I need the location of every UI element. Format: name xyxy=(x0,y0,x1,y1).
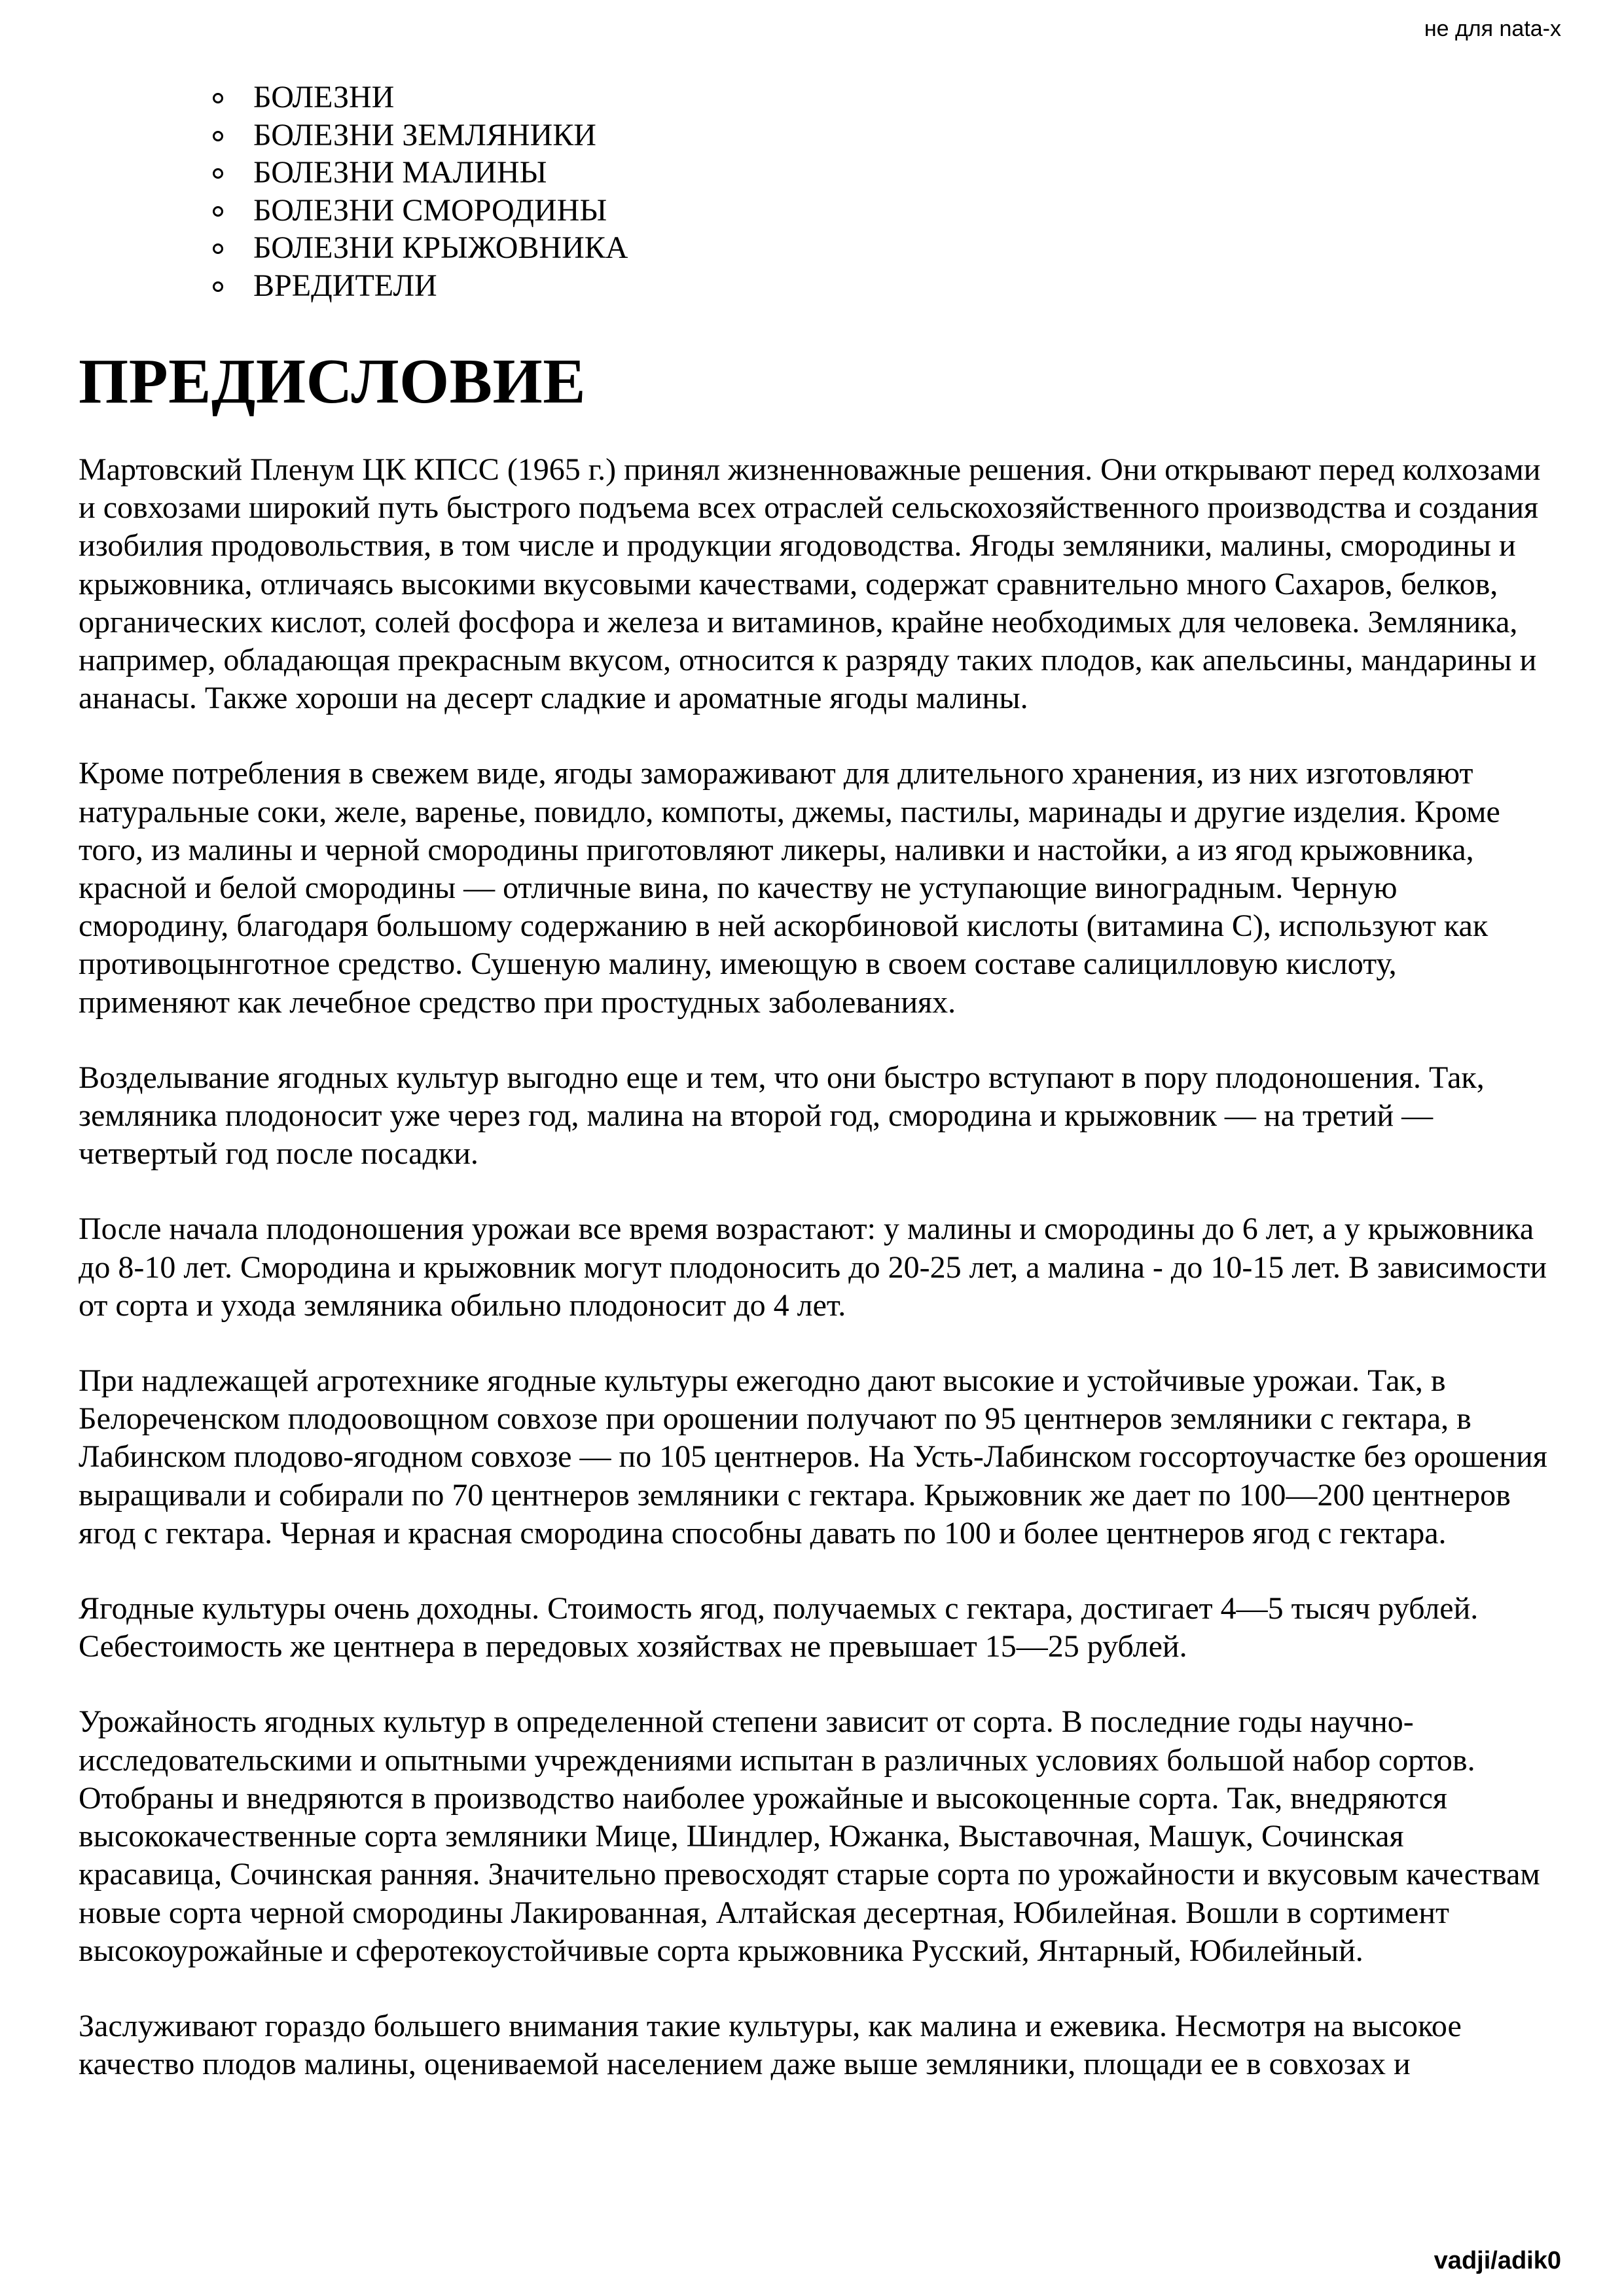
toc-item-diseases[interactable] xyxy=(213,79,1551,117)
page-title: ПРЕДИСЛОВИЕ xyxy=(79,346,586,417)
paragraph: Возделывание ягодных культур выгодно еще и тем, что они быстро вступают в пору плодоношения. Так, земляника плодоносит уже через год, малина на второй год, смородина и крыжовник — на третий — четвертый год после посадки. xyxy=(79,1060,1485,1172)
toc-item-strawberry-diseases[interactable] xyxy=(213,117,1551,154)
circle-bullet-icon xyxy=(213,131,223,141)
toc-item-gooseberry-diseases[interactable] xyxy=(213,229,1551,267)
toc-item-label: ВРЕДИТЕЛИ xyxy=(253,268,437,303)
paragraph: При надлежащей агротехнике ягодные культуры ежегодно дают высокие и устойчивые урожаи. Так, в Белореченском плодоовощном совхозе при орошении получают по 95 центнеров земляники с гектара, в Лабинском плодово-ягодном совхозе — по 105 центнеров. На Усть-Лабинском госсортоучастке без орошения выращивали и собирали по 70 центнеров земляники с гектара. Крыжовник же дает по 100—200 центнеров ягод с гектара. Черная и красная смородина способны давать по 100 и более центнеров ягод с гектара. xyxy=(79,1363,1547,1551)
toc-item-label: БОЛЕЗНИ xyxy=(253,80,395,115)
circle-bullet-icon xyxy=(213,243,223,254)
circle-bullet-icon xyxy=(213,281,223,292)
toc-item-currant-diseases[interactable] xyxy=(213,192,1551,230)
paragraph: После начала плодоношения урожаи все время возрастают: у малины и смородины до 6 лет, а у крыжовника до 8-10 лет. Смородина и крыжовник могут плодоносить до 20-25 лет, а малина - до 10-15 лет. В зависимости от сорта и ухода земляника обильно плодоносит до 4 лет. xyxy=(79,1211,1547,1323)
paragraph: Заслуживают гораздо большего внимания такие культуры, как малина и ежевика. Несмотря на высокое качество плодов малины, оцениваемой населением даже выше земляники, площади ее в совхозах и xyxy=(79,2008,1462,2082)
toc-item-pests[interactable] xyxy=(213,267,1551,305)
paragraph: Кроме потребления в свежем виде, ягоды замораживают для длительного хранения, из них изготовляют натуральные соки, желе, варенье, повидло, компоты, джемы, пастилы, маринады и другие изделия. Кроме того, из малины и черной смородины приготовляют ликеры, наливки и настойки, а из ягод крыжовника, красной и белой смородины — отличные вина, по качеству не уступающие виноградным. Черную смородину, благодаря большому содержанию в ней аскорбиновой кислоты (витамина С), используют как противоцынготное средство. Сушеную малину, имеющую в своем составе салицилловую кислоту, применяют как лечебное средство при простудных заболеваниях. xyxy=(79,756,1500,1020)
header-note: не для nata-x xyxy=(1424,16,1561,41)
toc-item-label: БОЛЕЗНИ ЗЕМЛЯНИКИ xyxy=(253,117,596,152)
toc-item-label: БОЛЕЗНИ КРЫЖОВНИКА xyxy=(253,230,628,265)
toc-item-label: БОЛЕЗНИ МАЛИНЫ xyxy=(253,155,547,190)
toc-item-raspberry-diseases[interactable] xyxy=(213,154,1551,192)
paragraph: Мартовский Пленум ЦК КПСС (1965 г.) принял жизненноважные решения. Они открывают перед колхозами и совхозами широкий путь быстрого подъема всех отраслей сельскохозяйственного производства и создания изобилия продовольствия, в том числе и продукции ягодоводства. Ягоды земляники, малины, смородины и крыжовника, отличаясь высокими вкусовыми качествами, содержат сравнительно много Сахаров, белков, органических кислот, солей фосфора и железа и витаминов, крайне необходимых для человека. Земляника, например, обладающая прекрасным вкусом, относится к разряду таких плодов, как апельсины, мандарины и ананасы. Также хороши на десерт сладкие и ароматные ягоды малины. xyxy=(79,452,1541,716)
table-of-contents xyxy=(79,79,1551,304)
circle-bullet-icon xyxy=(213,168,223,179)
toc-item-label: БОЛЕЗНИ СМОРОДИНЫ xyxy=(253,192,607,228)
paragraph: Ягодные культуры очень доходны. Стоимость ягод, получаемых с гектара, достигает 4—5 тысяч рублей. Себестоимость же центнера в передовых хозяйствах не превышает 15—25 рублей. xyxy=(79,1591,1479,1664)
body-text xyxy=(79,451,1551,2083)
paragraph: Урожайность ягодных культур в определенной степени зависит от сорта. В последние годы научно-исследовательскими и опытными учреждениями испытан в различных условиях большой набор сортов. Отобраны и внедряются в производство наиболее урожайные и высокоценные сорта. Так, внедряются высококачественные сорта земляники Мице, Шиндлер, Южанка, Выставочная, Машук, Сочинская красавица, Сочинская ранняя. Значительно превосходят старые сорта по урожайности и вкусовым качествам новые сорта черной смородины Лакированная, Алтайская десертная, Юбилейная. Вошли в сортимент высокоурожайные и сферотекоустойчивые сорта крыжовника Русский, Янтарный, Юбилейный. xyxy=(79,1704,1540,1968)
footer-note: vadji/adik0 xyxy=(1434,2247,1561,2274)
circle-bullet-icon xyxy=(213,93,223,103)
document-content xyxy=(79,79,1551,2121)
circle-bullet-icon xyxy=(213,206,223,217)
